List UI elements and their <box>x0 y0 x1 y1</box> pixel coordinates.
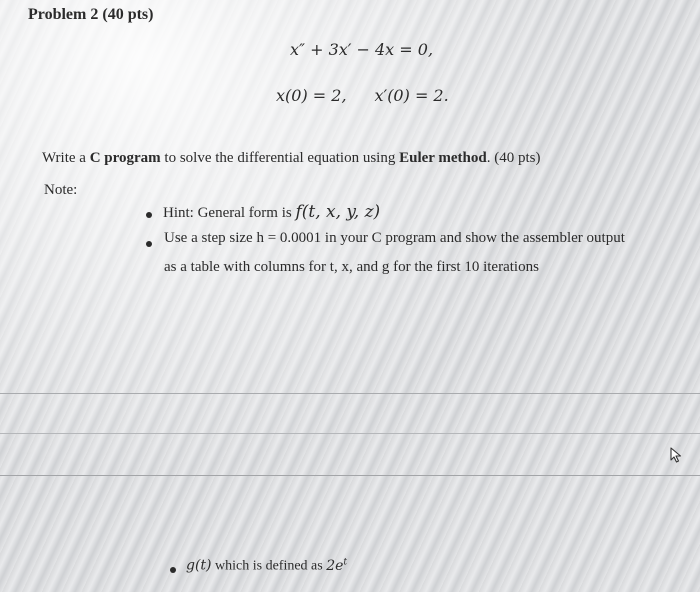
g-definition-item <box>186 557 347 575</box>
step-size-line-2: as a table with columns for t, x, and g for the first 10 iterations <box>164 259 539 275</box>
instruction-part: . (40 pts) <box>486 150 541 166</box>
divider-line <box>0 393 700 394</box>
g-expression-base: 2e <box>326 557 344 574</box>
instruction-bold-method: Euler method <box>399 150 487 166</box>
bullet-dot <box>146 241 152 247</box>
initial-condition-x: x(0) = 2, <box>276 86 347 105</box>
initial-conditions <box>276 86 449 105</box>
instruction-text <box>42 150 541 167</box>
mouse-pointer-icon <box>669 447 683 463</box>
g-expression-exponent: t <box>343 557 348 567</box>
instruction-part: Write a <box>42 150 90 166</box>
divider-line <box>0 433 700 434</box>
problem-title: Problem 2 (40 pts) <box>28 6 154 23</box>
instruction-bold-c: C program <box>89 150 161 166</box>
hint-math: f(t, x, y, z) <box>295 202 381 222</box>
bullet-dot <box>146 212 152 218</box>
differential-equation: x″ + 3x′ − 4x = 0, <box>290 40 434 59</box>
hint-item <box>163 202 380 222</box>
note-label: Note: <box>44 182 78 198</box>
g-function-math: g(t) <box>186 557 212 574</box>
initial-condition-xprime: x′(0) = 2. <box>374 86 449 105</box>
g-expression <box>326 558 347 574</box>
bullet-dot <box>170 567 176 573</box>
divider-line <box>0 475 700 476</box>
step-size-line-1: Use a step size h = 0.0001 in your C program and show the assembler output <box>164 230 625 246</box>
g-definition-text: which is defined as <box>211 558 327 574</box>
instruction-part: to solve the differential equation using <box>160 150 400 166</box>
hint-text: Hint: General form is <box>163 205 296 221</box>
